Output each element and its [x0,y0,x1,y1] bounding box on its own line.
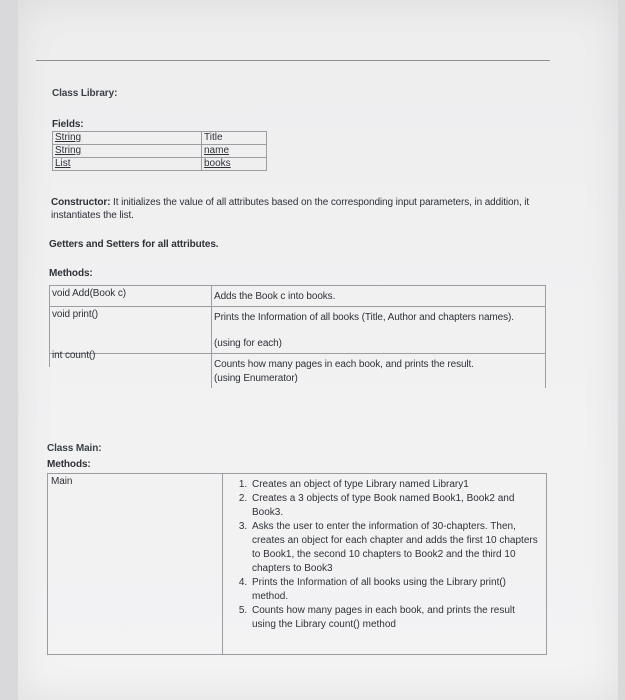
main-steps-list [220,478,538,632]
method-description: Prints the Information of all books (Title, Author and chapters names). [214,312,514,323]
list-item: 1. Creates an object of type Library named Library1 [250,478,538,492]
class-library-heading: Class Library: [52,88,118,99]
method-description: Counts how many pages in each book, and prints the result. [214,359,474,370]
method-signature: int count() [52,350,96,361]
field-name: Title [204,132,223,143]
getters-setters-text: Getters and Setters for all attributes. [49,239,219,250]
library-methods-heading: Methods: [49,268,93,279]
field-row [53,158,267,171]
class-main-heading: Class Main: [47,443,102,454]
method-description-note: (using for each) [214,338,282,349]
list-item: 3. Asks the user to enter the information of 30-chapters. Then, creates an object for each chapter and adds the first 10 chapters to Book1, the second 10 chapters to Book2 and the third 10 chapters to Book3 [250,520,538,576]
top-divider [36,60,550,61]
method-description: Adds the Book c into books. [214,291,336,302]
list-item: 2. Creates a 3 objects of type Book named Book1, Book2 and Book3. [250,492,538,520]
fields-heading: Fields: [52,119,84,130]
list-item: 4. Prints the Information of all books using the Library print() method. [250,576,538,604]
field-type: String [55,132,82,143]
method-signature: void print() [52,309,99,320]
constructor-paragraph [51,196,531,222]
constructor-text: It initializes the value of all attributes based on the corresponding input parameters, in addition, it instantiates the list. [51,197,530,221]
list-item: 5. Counts how many pages in each book, and prints the result using the Library count() method [250,604,538,632]
method-description-note: (using Enumerator) [214,373,298,384]
field-type: String [55,145,82,156]
field-name: books [204,158,231,169]
fields-table [52,131,267,171]
main-methods-heading: Methods: [47,459,91,470]
field-name: name [204,145,230,156]
field-type: List [55,158,71,169]
constructor-label: Constructor: [51,197,111,208]
method-signature: void Add(Book c) [52,288,126,299]
main-method-name: Main [51,476,73,487]
field-row [53,132,267,145]
field-row [53,145,267,158]
